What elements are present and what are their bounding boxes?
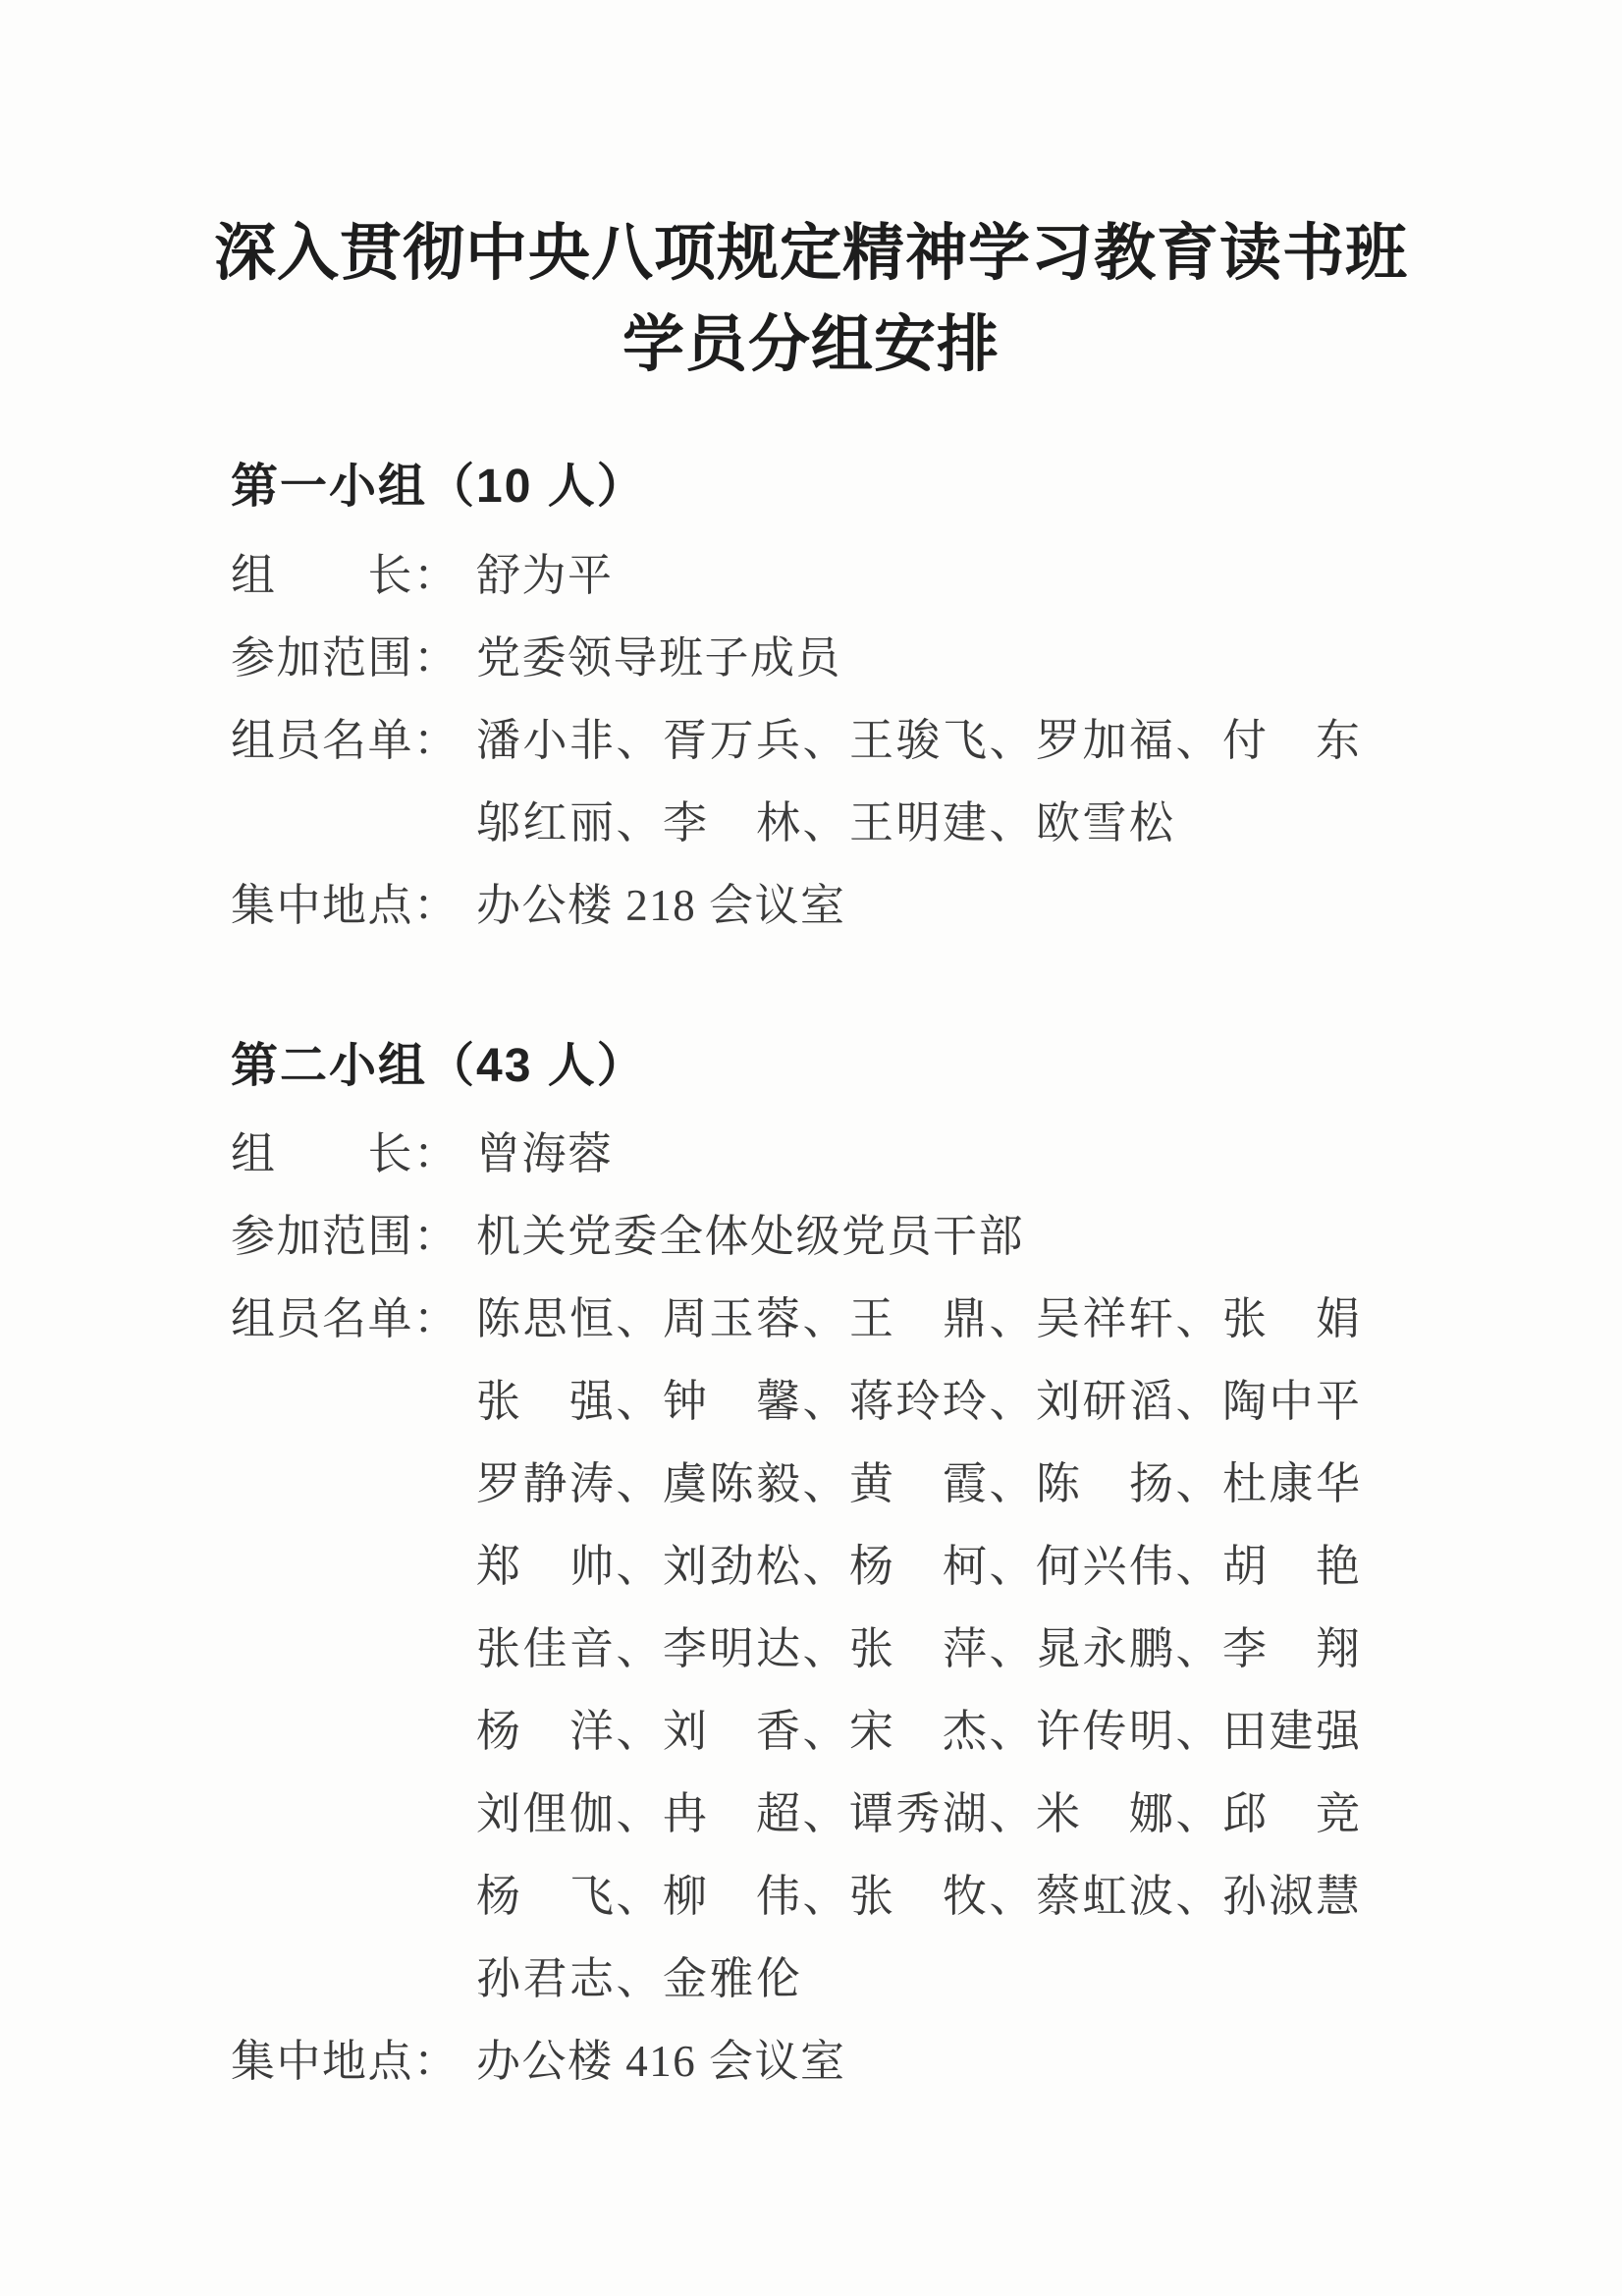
group-1-heading: 第一小组（10 人） bbox=[231, 461, 646, 514]
group-2-members-row-8: 杨 飞、柳 伟、张 牧、蔡虹波、孙淑慧 bbox=[476, 1871, 1363, 1921]
document-title-line-2: 学员分组安排 bbox=[622, 310, 1000, 380]
group-2-members-line-5 bbox=[231, 1608, 1401, 1690]
group-section-1 bbox=[231, 454, 1401, 946]
group-2-members-line-2 bbox=[231, 1360, 1401, 1443]
group-2-members-line-6 bbox=[231, 1690, 1401, 1773]
group-2-members-row-6: 杨 洋、刘 香、宋 杰、许传明、田建强 bbox=[476, 1706, 1363, 1756]
document-title-line-1: 深入贯彻中央八项规定精神学习教育读书班 bbox=[214, 219, 1408, 288]
group-2-members-row-2: 张 强、钟 馨、蒋玲玲、刘研滔、陶中平 bbox=[476, 1376, 1363, 1426]
group-1-scope-value: 党委领导班子成员 bbox=[476, 632, 842, 683]
group-1-members-line-2 bbox=[231, 782, 1401, 864]
group-2-members-row-7: 刘俚伽、冉 超、谭秀湖、米 娜、邱 竞 bbox=[476, 1788, 1363, 1838]
scope-label: 参加范围： bbox=[231, 632, 460, 683]
group-1-members-row-2: 邬红丽、李 林、王明建、欧雪松 bbox=[476, 797, 1176, 847]
group-2-members-line-8 bbox=[231, 1855, 1401, 1938]
group-1-location-value: 办公楼 218 会议室 bbox=[476, 880, 846, 930]
leader-label: 组 长： bbox=[231, 550, 460, 600]
group-2-leader-line bbox=[231, 1113, 1401, 1195]
group-1-scope-line bbox=[231, 617, 1401, 699]
group-2-scope-line bbox=[231, 1195, 1401, 1278]
group-2-members-row-3: 罗静涛、虞陈毅、黄 霞、陈 扬、杜康华 bbox=[476, 1458, 1363, 1508]
scope-label: 参加范围： bbox=[231, 1211, 460, 1261]
group-1-members-line-1 bbox=[231, 699, 1401, 782]
group-1-leader-name: 舒为平 bbox=[476, 550, 614, 600]
group-2-members-line-4 bbox=[231, 1525, 1401, 1608]
group-section-2 bbox=[231, 1033, 1401, 2103]
group-2-location-value: 办公楼 416 会议室 bbox=[476, 2036, 846, 2086]
document-title bbox=[0, 0, 1622, 391]
members-label: 组员名单： bbox=[231, 715, 460, 765]
group-2-members-line-1 bbox=[231, 1278, 1401, 1360]
group-2-members-line-7 bbox=[231, 1773, 1401, 1855]
group-2-location-line bbox=[231, 2020, 1401, 2103]
members-label: 组员名单： bbox=[231, 1293, 460, 1343]
location-label: 集中地点： bbox=[231, 2036, 460, 2086]
group-1-location-line bbox=[231, 864, 1401, 947]
group-2-scope-value: 机关党委全体处级党员干部 bbox=[476, 1211, 1025, 1261]
group-2-leader-name: 曾海蓉 bbox=[476, 1128, 614, 1178]
leader-label: 组 长： bbox=[231, 1128, 460, 1178]
group-2-members-line-9 bbox=[231, 1938, 1401, 2020]
group-1-leader-line bbox=[231, 534, 1401, 617]
document-body bbox=[231, 454, 1401, 2102]
location-label: 集中地点： bbox=[231, 880, 460, 930]
group-2-members-row-9: 孙君志、金雅伦 bbox=[476, 1953, 803, 2003]
group-1-members-row-1: 潘小非、胥万兵、王骏飞、罗加福、付 东 bbox=[476, 715, 1363, 765]
group-2-heading: 第二小组（43 人） bbox=[231, 1039, 646, 1092]
group-2-members-line-3 bbox=[231, 1443, 1401, 1525]
group-2-members-row-4: 郑 帅、刘劲松、杨 柯、何兴伟、胡 艳 bbox=[476, 1541, 1363, 1591]
group-2-members-row-1: 陈思恒、周玉蓉、王 鼎、吴祥轩、张 娟 bbox=[476, 1293, 1363, 1343]
group-2-members-row-5: 张佳音、李明达、张 萍、晁永鹏、李 翔 bbox=[476, 1623, 1363, 1673]
